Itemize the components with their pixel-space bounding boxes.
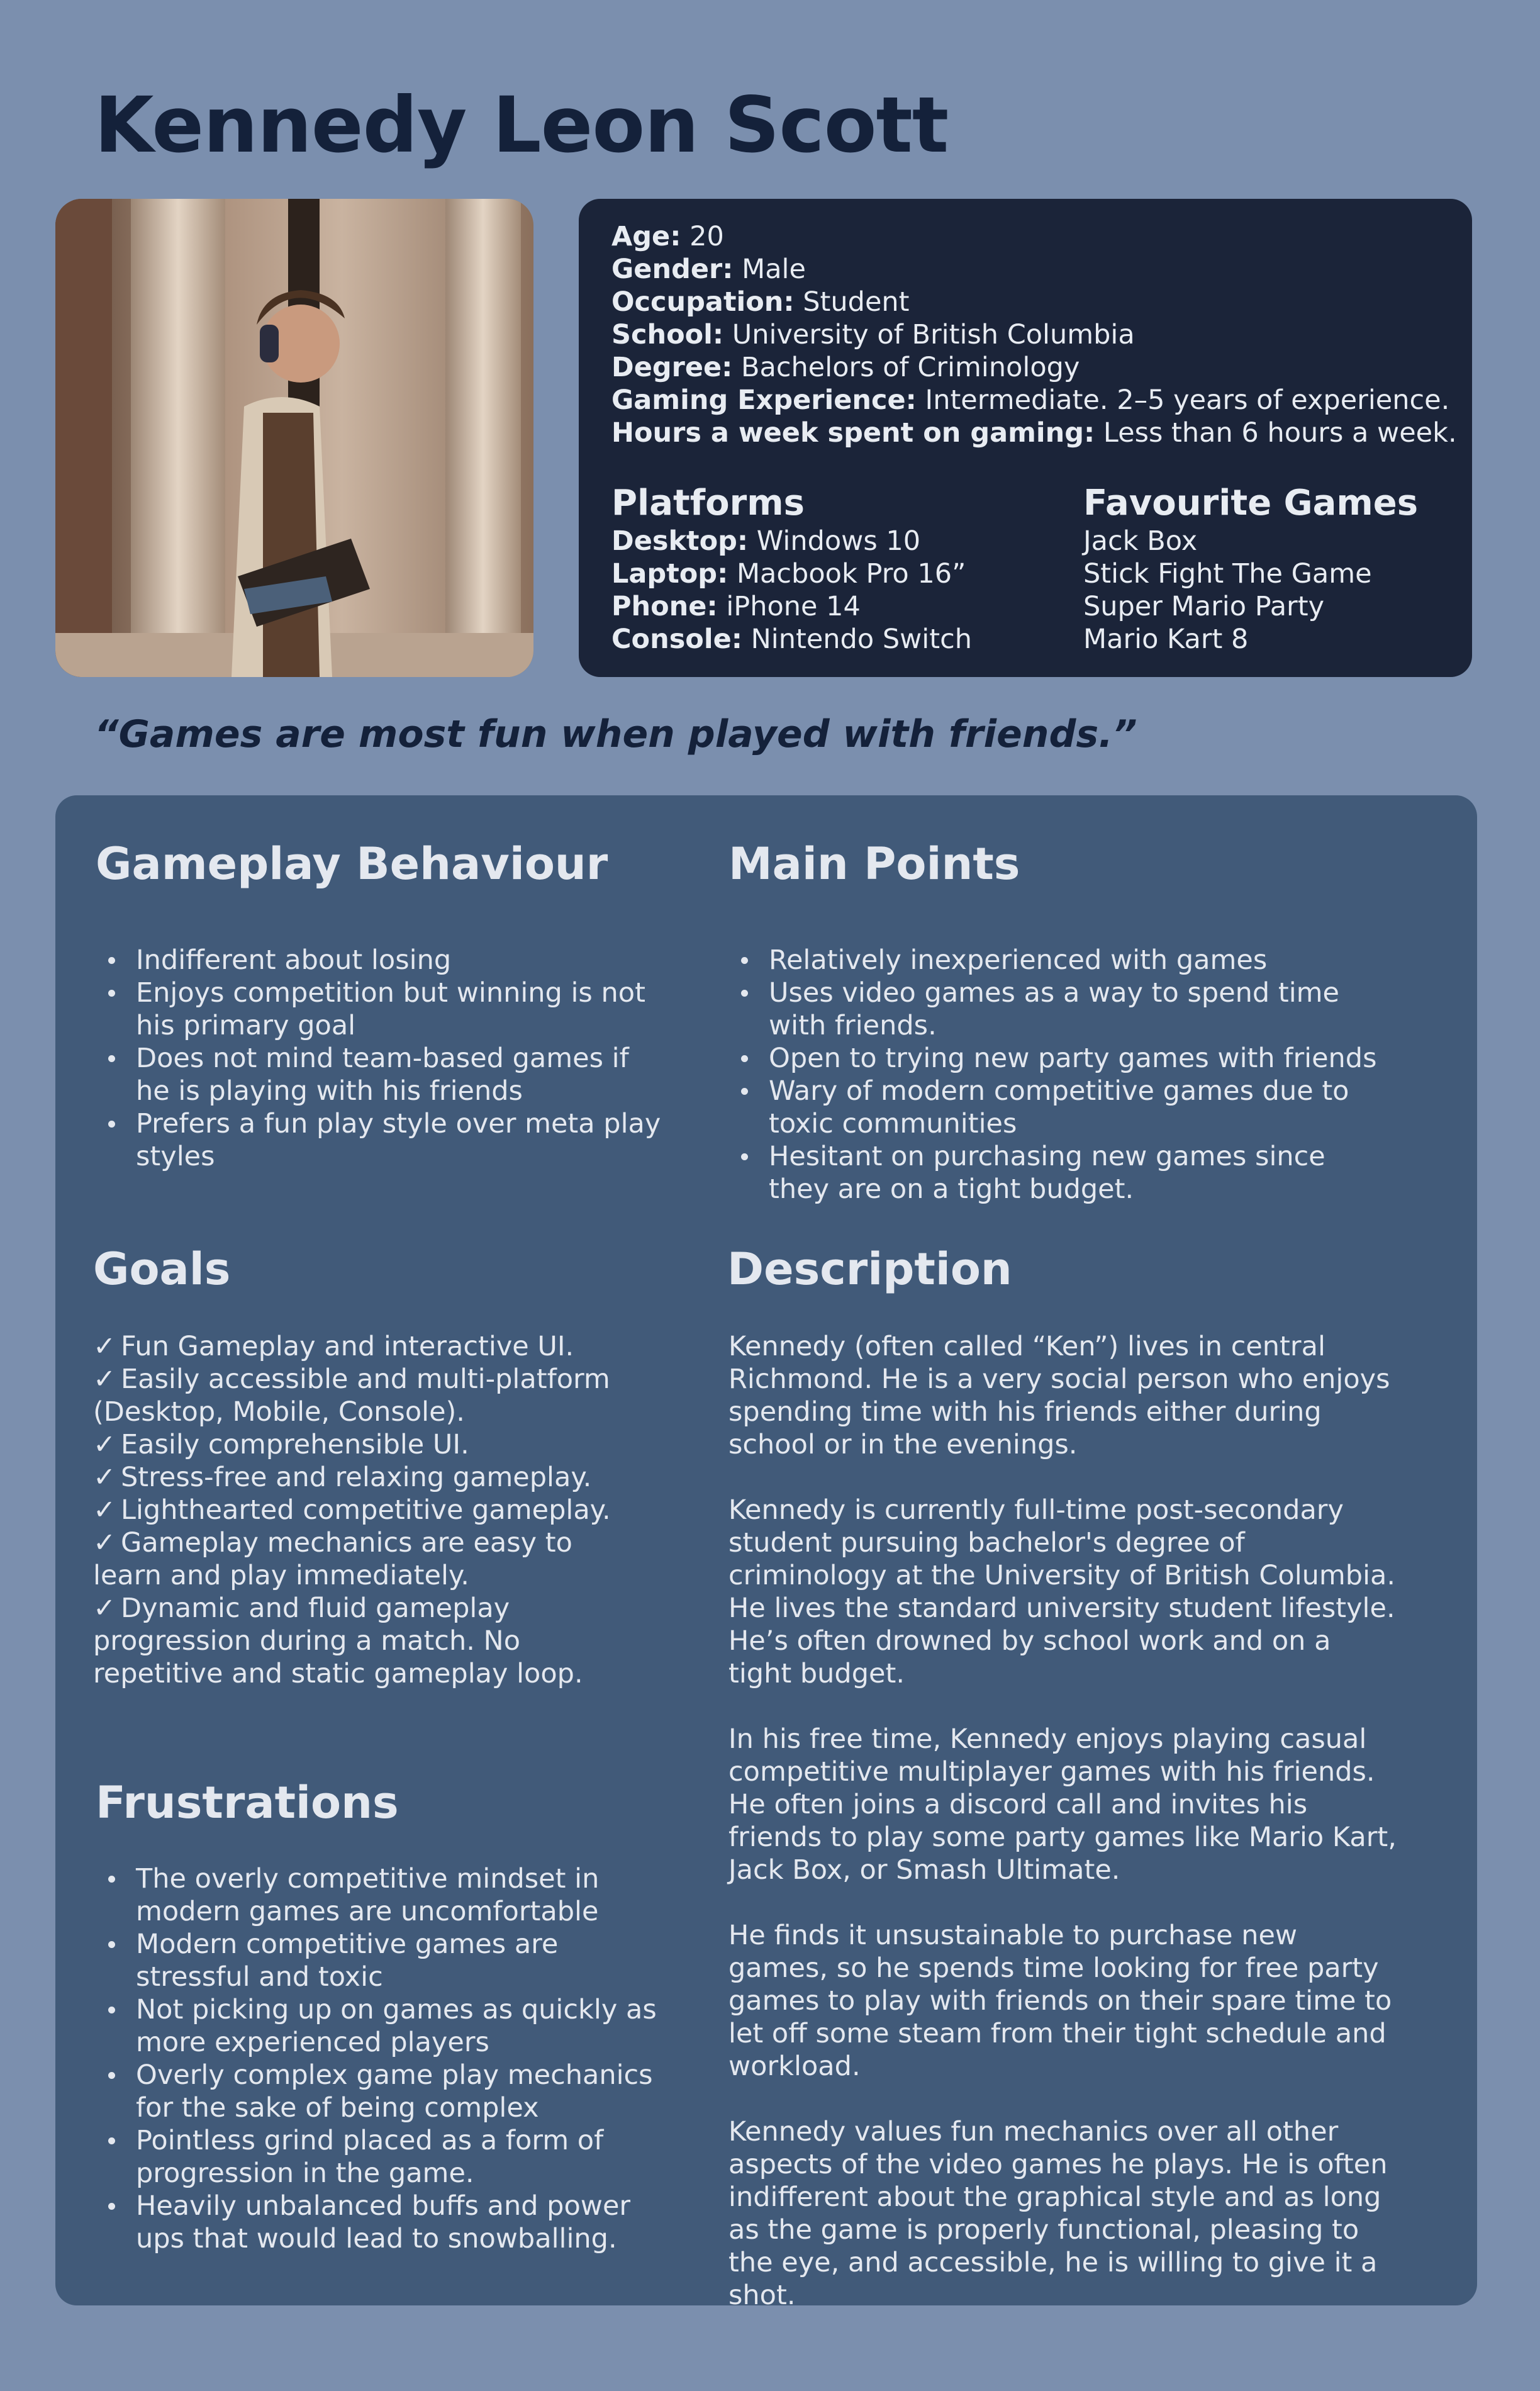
gameplay-behaviour-list [96, 944, 662, 1173]
list-item: Enjoys competition but winning is not his primary goal [96, 977, 662, 1042]
favourite-games-title: Favourite Games [1083, 483, 1419, 524]
platform-item [611, 590, 1083, 623]
gender-value: Male [742, 254, 806, 285]
check-icon: ✓ [93, 1593, 116, 1624]
platform-value: Nintendo Switch [750, 624, 972, 655]
main-points-title: Main Points [728, 838, 1020, 890]
platforms-title: Platforms [611, 483, 805, 524]
goal-item [93, 1428, 647, 1461]
occupation-value: Student [803, 286, 910, 318]
goal-item [93, 1526, 647, 1592]
degree-value: Bachelors of Criminology [741, 352, 1080, 383]
list-item: Relatively inexperienced with games [728, 944, 1389, 977]
game-item: Mario Kart 8 [1083, 624, 1249, 655]
list-item: Prefers a fun play style over meta play styles [96, 1107, 662, 1173]
description-paragraph: Kennedy values fun mechanics over all other aspects of the video games he plays. He is often indifferent about the graphical style and as long as the game is properly functional, pleasing to the eye, and accessible, he is willing to give it a shot. [728, 2116, 1388, 2311]
goal-text: Fun Gameplay and interactive UI. [121, 1331, 574, 1362]
experience-value: Intermediate. 2–5 years of experience. [925, 384, 1450, 416]
platform-label: Desktop: [611, 525, 749, 557]
goal-item [93, 1330, 647, 1363]
demographics [611, 220, 1457, 449]
game-item: Jack Box [1083, 525, 1198, 557]
platforms-section [611, 484, 1083, 656]
gender-label: Gender: [611, 254, 734, 285]
goal-item [93, 1363, 647, 1428]
age-value: 20 [689, 221, 724, 252]
experience-label: Gaming Experience: [611, 384, 917, 416]
check-icon: ✓ [93, 1494, 116, 1526]
description-paragraph: Kennedy is currently full-time post-secondary student pursuing bachelor's degree of criminology at the University of British Columbia. He lives the standard university student lifestyle. He’s often drowned by school work and on a tight budget. [728, 1494, 1396, 1689]
platform-value: iPhone 14 [726, 591, 861, 622]
list-item: Indifferent about losing [96, 944, 662, 977]
gameplay-behaviour-title: Gameplay Behaviour [96, 838, 608, 890]
hours-label: Hours a week spent on gaming: [611, 417, 1095, 449]
goals-title: Goals [93, 1243, 231, 1295]
list-item: Pointless grind placed as a form of progression in the game. [96, 2124, 662, 2190]
list-item: Not picking up on games as quickly as more experienced players [96, 1993, 662, 2059]
platform-label: Phone: [611, 591, 718, 622]
list-item: Open to trying new party games with friends [728, 1042, 1389, 1075]
gender-row [611, 253, 1439, 286]
list-item: Hesitant on purchasing new games since they are on a tight budget. [728, 1140, 1389, 1206]
age-label: Age: [611, 221, 681, 252]
favourite-games-section [1083, 484, 1436, 656]
list-item: Modern competitive games are stressful and toxic [96, 1928, 662, 1993]
platform-item [611, 623, 1083, 656]
hours-value: Less than 6 hours a week. [1103, 417, 1457, 449]
list-item: Overly complex game play mechanics for the sake of being complex [96, 2059, 662, 2124]
school-value: University of British Columbia [732, 319, 1135, 350]
occupation-label: Occupation: [611, 286, 795, 318]
hours-row [611, 417, 1457, 449]
persona-photo [55, 199, 533, 677]
platform-label: Console: [611, 624, 742, 655]
list-item: Does not mind team-based games if he is playing with his friends [96, 1042, 662, 1107]
list-item: The overly competitive mindset in modern games are uncomfortable [96, 1862, 662, 1928]
game-item: Stick Fight The Game [1083, 558, 1372, 590]
occupation-row [611, 286, 1439, 318]
platform-item [611, 557, 1083, 590]
degree-label: Degree: [611, 352, 733, 383]
goal-text: Gameplay mechanics are easy to learn and play immediately. [93, 1527, 572, 1591]
persona-name: Kennedy Leon Scott [94, 81, 949, 170]
info-card [579, 199, 1472, 677]
school-row [611, 318, 1439, 351]
age-row [611, 220, 1439, 253]
list-item: Wary of modern competitive games due to toxic communities [728, 1075, 1389, 1140]
description-title: Description [727, 1243, 1012, 1295]
experience-row [611, 384, 1450, 417]
platform-item [611, 525, 1083, 557]
frustrations-list [96, 1862, 662, 2255]
check-icon: ✓ [93, 1363, 116, 1395]
frustrations-title: Frustrations [96, 1777, 399, 1828]
main-points-list [728, 944, 1389, 1206]
goal-text: Dynamic and fluid gameplay progression during a match. No repetitive and static gameplay loop. [93, 1593, 583, 1689]
platform-value: Macbook Pro 16” [736, 558, 966, 590]
platform-value: Windows 10 [756, 525, 921, 557]
goals-list [93, 1330, 647, 1690]
description-paragraph: In his free time, Kennedy enjoys playing casual competitive multiplayer games with his friends. He often joins a discord call and invites his friends to play some party games like Mario Kart, Jack Box, or Smash Ultimate. [728, 1723, 1397, 1886]
persona-quote: “Games are most fun when played with friends.” [94, 712, 1137, 756]
check-icon: ✓ [93, 1331, 116, 1362]
platform-label: Laptop: [611, 558, 728, 590]
goal-item [93, 1461, 647, 1494]
game-item: Super Mario Party [1083, 591, 1325, 622]
goal-text: Easily comprehensible UI. [121, 1429, 469, 1460]
check-icon: ✓ [93, 1527, 116, 1559]
check-icon: ✓ [93, 1462, 116, 1493]
platforms-games [611, 484, 1439, 656]
goal-item [93, 1592, 647, 1690]
goal-text: Stress-free and relaxing gameplay. [121, 1462, 592, 1493]
details-panel [55, 795, 1477, 2311]
goal-text: Lighthearted competitive gameplay. [121, 1494, 611, 1526]
list-item: Uses video games as a way to spend time with friends. [728, 977, 1389, 1042]
goal-text: Easily accessible and multi-platform (Desktop, Mobile, Console). [93, 1363, 610, 1428]
description-paragraph: Kennedy (often called “Ken”) lives in central Richmond. He is a very social person who enjoys spending time with his friends either during school or in the evenings. [728, 1331, 1390, 1460]
school-label: School: [611, 319, 724, 350]
description-body [728, 1330, 1402, 2344]
list-item: Heavily unbalanced buffs and power ups that would lead to snowballing. [96, 2190, 662, 2255]
degree-row [611, 351, 1439, 384]
goal-item [93, 1494, 647, 1526]
description-paragraph: He finds it unsustainable to purchase new games, so he spends time looking for free party games to play with friends on their spare time to let off some steam from their tight schedule and workload. [728, 1920, 1392, 2082]
check-icon: ✓ [93, 1429, 116, 1460]
